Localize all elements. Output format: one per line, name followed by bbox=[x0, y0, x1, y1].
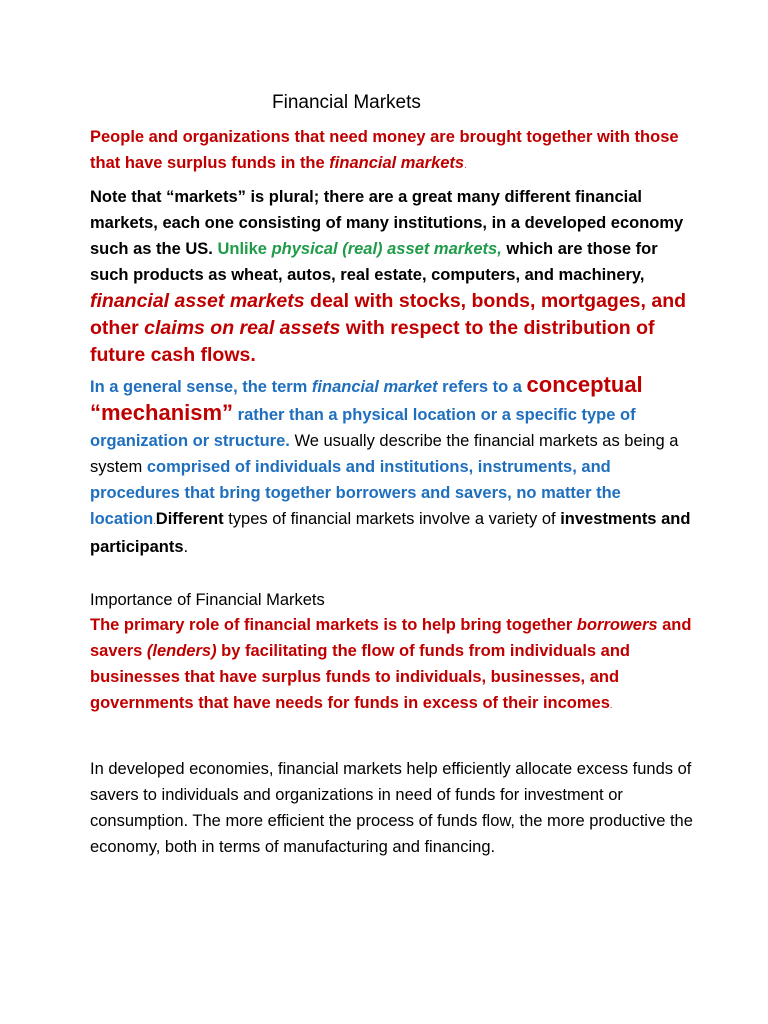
text-run: types of financial markets involve a variety of bbox=[223, 510, 561, 528]
text-run: We usually describe the financial markets as being a system bbox=[90, 432, 679, 476]
general-sense-paragraph bbox=[90, 372, 700, 560]
intro-paragraph bbox=[90, 124, 700, 178]
text-run: and savers bbox=[90, 616, 692, 660]
developed-economies-paragraph: In developed economies, financial markets help efficiently allocate excess funds of savers to individuals and organizations in need of funds for investment or consumption. The more efficient the process of funds flow, the more productive the economy, both in terms of manufacturing and financing. bbox=[90, 760, 693, 856]
text-run: The primary role of financial markets is to help bring together bbox=[90, 616, 577, 634]
text-run: People and organizations that need money are brought together with those that have surplus funds in the bbox=[90, 128, 679, 172]
text-run: conceptual “mechanism” bbox=[90, 372, 643, 425]
text-run: comprised of individuals and institutions, instruments, and procedures that bring together borrowers and savers, no matter the location bbox=[90, 458, 621, 528]
text-run: . bbox=[183, 538, 189, 556]
text-run: financial asset markets bbox=[90, 290, 305, 312]
text-run: rather than a physical location or a specific type of organization or structure. bbox=[90, 406, 636, 450]
text-run: . bbox=[153, 516, 156, 526]
text-run: (lenders) bbox=[146, 642, 217, 660]
primary-role-paragraph bbox=[90, 612, 700, 718]
text-run: refers to a bbox=[437, 378, 527, 396]
text-run: . bbox=[609, 700, 613, 710]
text-run: physical (real) asset markets, bbox=[271, 240, 502, 258]
text-run: investments and participants bbox=[90, 510, 691, 556]
text-run: deal with stocks, bonds, mortgages, and other bbox=[90, 290, 687, 339]
text-run: . bbox=[464, 160, 467, 170]
page-title: Financial Markets bbox=[272, 92, 421, 113]
markets-plural-paragraph bbox=[90, 184, 700, 369]
text-run: financial market bbox=[311, 378, 438, 396]
text-run: which are those for such products as wheat, autos, real estate, computers, and machinery, bbox=[90, 240, 658, 284]
text-run: claims on real assets bbox=[144, 317, 341, 339]
text-run: financial markets bbox=[329, 154, 465, 172]
text-run: by facilitating the flow of funds from individuals and businesses that have surplus funds to individuals, businesses, and governments that have needs for funds in excess of their incomes bbox=[90, 642, 631, 712]
text-run: with respect to the distribution of future cash flows. bbox=[90, 317, 655, 366]
text-run: Different bbox=[155, 510, 224, 528]
text-run: Note that “markets” is plural; there are a great many different financial markets, each one consisting of many institutions, in a developed economy such as the US. bbox=[90, 188, 684, 258]
text-run: Unlike bbox=[217, 240, 272, 258]
text-run: borrowers bbox=[576, 616, 658, 634]
text-run: In a general sense, the term bbox=[90, 378, 312, 396]
section-heading: Importance of Financial Markets bbox=[90, 591, 325, 609]
